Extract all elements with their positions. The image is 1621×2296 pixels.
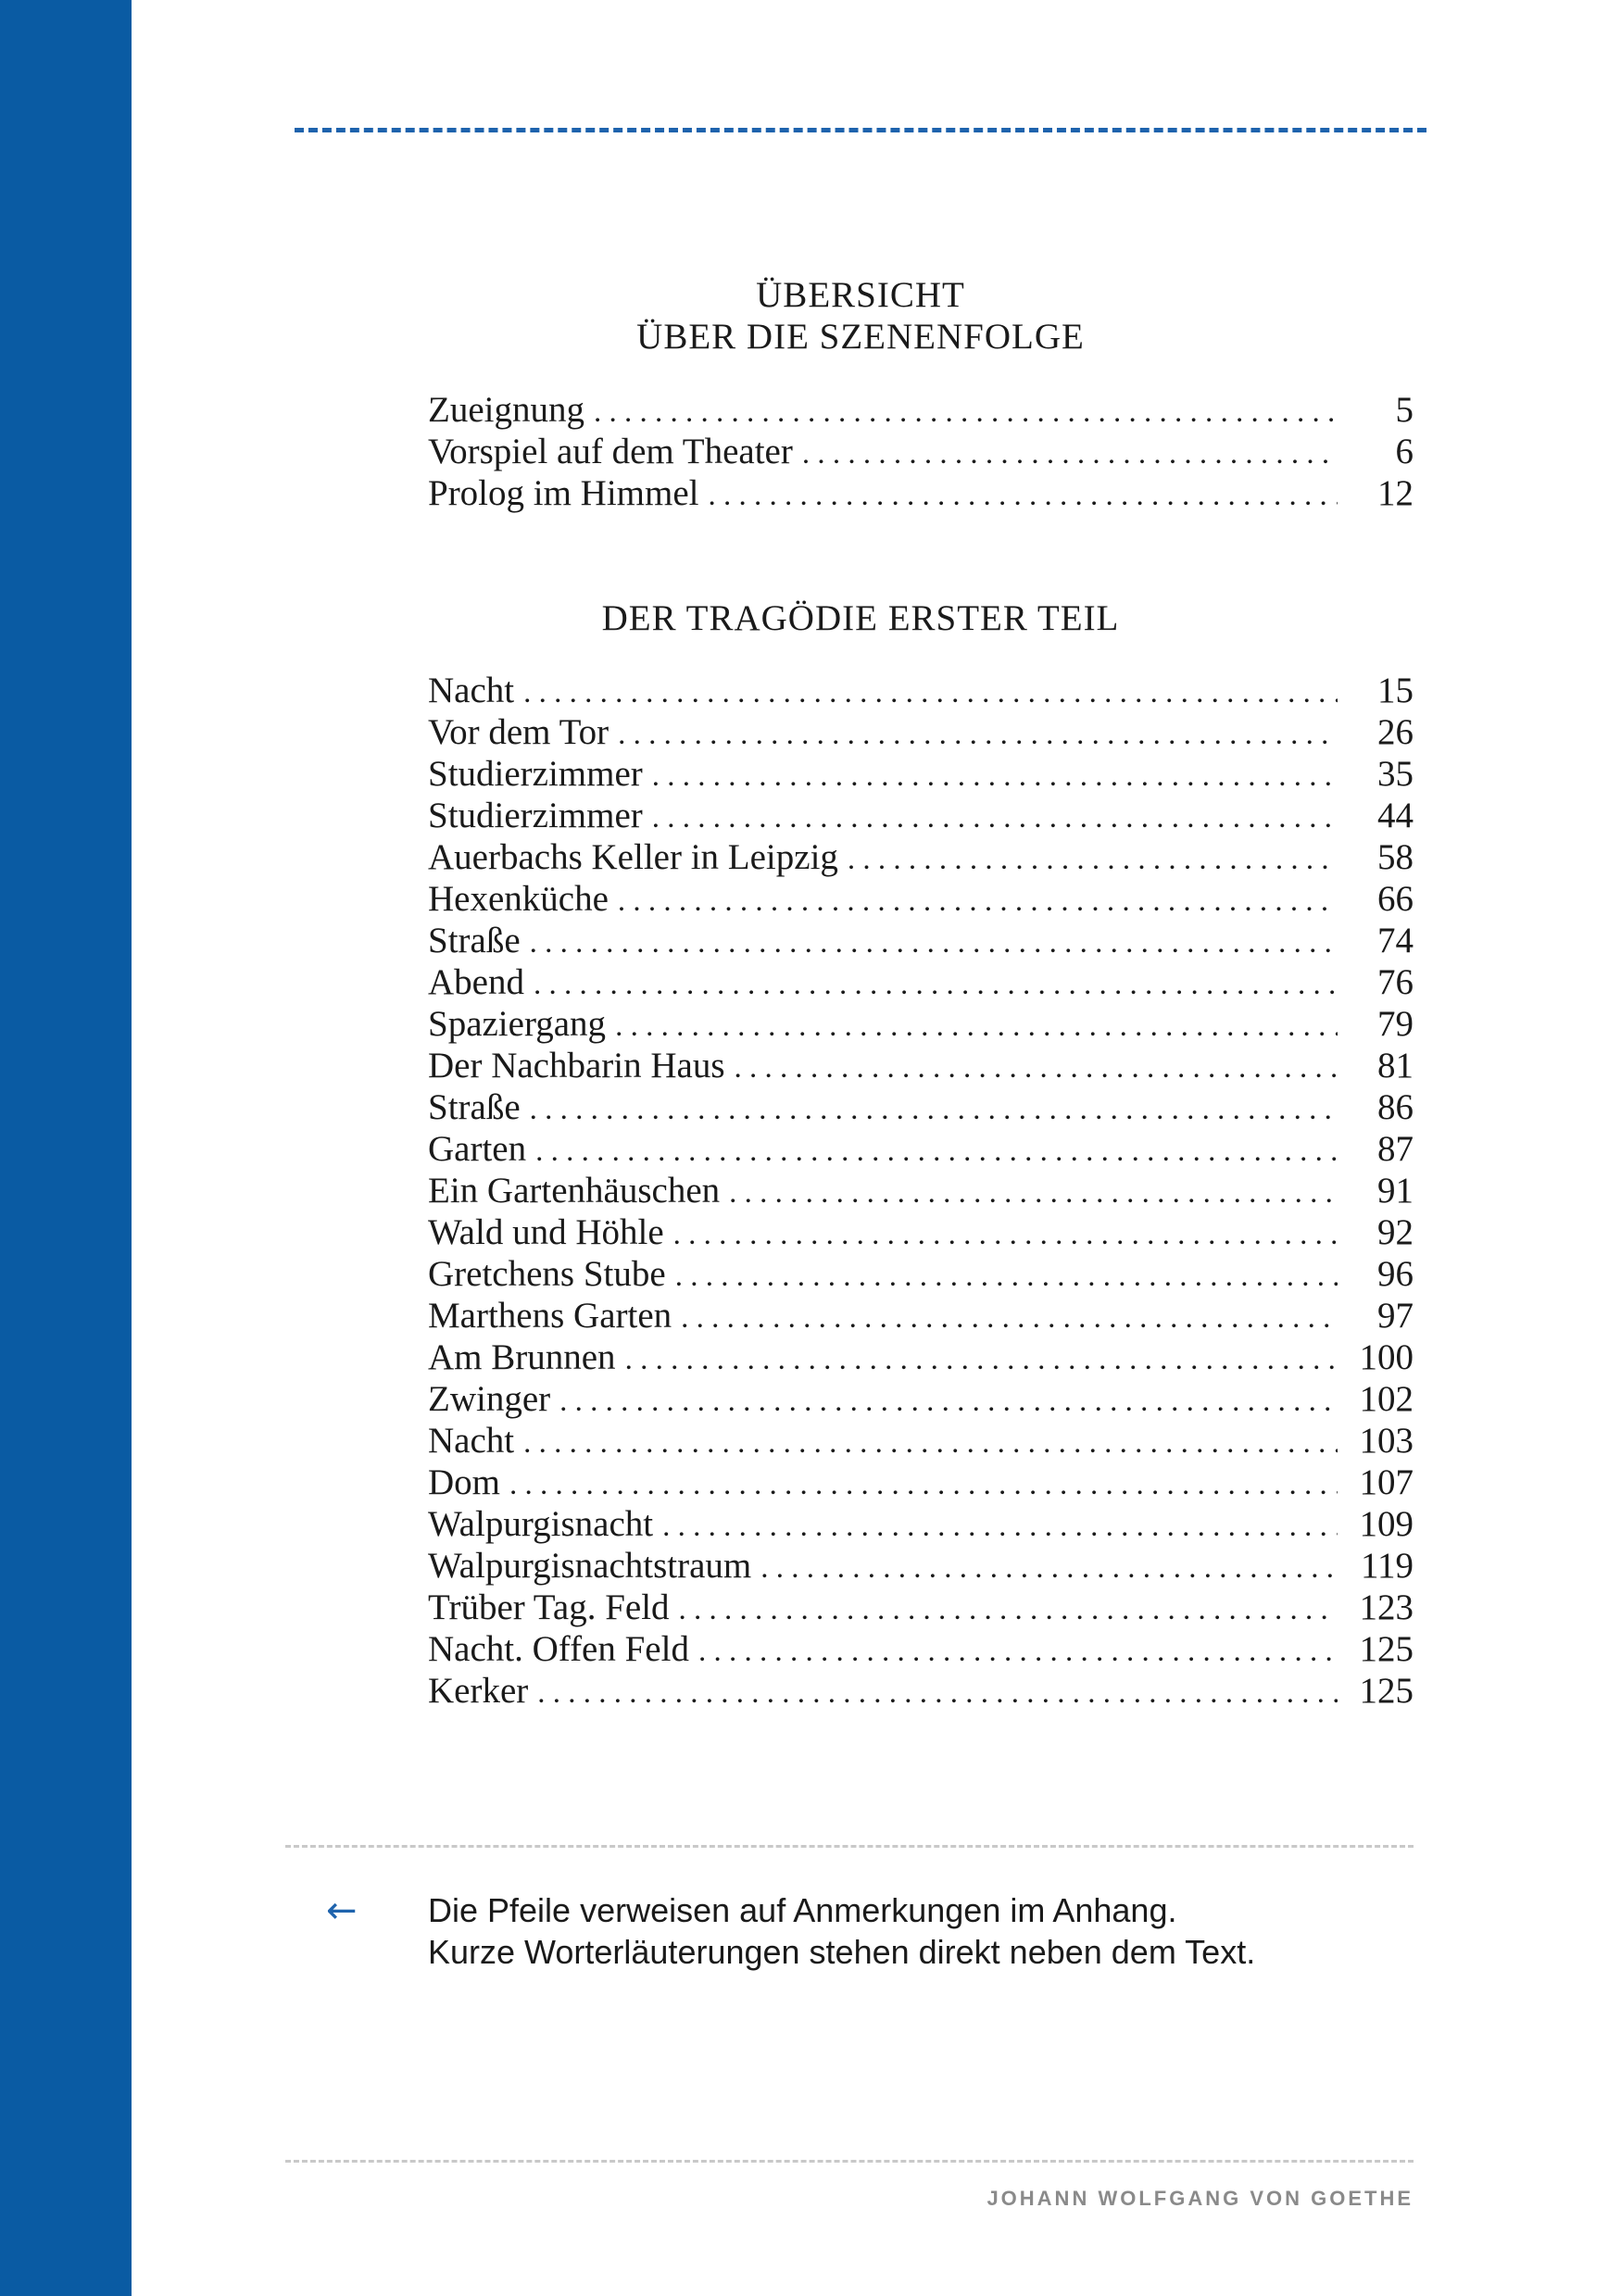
toc-entry <box>428 1253 1414 1295</box>
toc-entry <box>428 795 1414 836</box>
entry-title: Zueignung <box>428 390 584 430</box>
entry-title: Gretchens Stube <box>428 1254 666 1294</box>
author-name: JOHANN WOLFGANG VON GOETHE <box>986 2187 1414 2210</box>
entry-title: Straße <box>428 1087 521 1127</box>
entry-page-number: 5 <box>1395 390 1414 430</box>
dot-leader <box>729 1173 1338 1214</box>
entry-title: Studierzimmer <box>428 796 643 835</box>
entry-page-number: 12 <box>1377 473 1414 513</box>
dot-leader <box>594 392 1338 433</box>
blue-sidebar <box>0 0 132 2296</box>
entry-page-number: 119 <box>1360 1546 1414 1586</box>
entry-page-number: 125 <box>1359 1671 1414 1711</box>
toc-entry <box>428 1628 1414 1670</box>
dot-leader <box>652 797 1338 839</box>
toc-entry <box>428 389 1414 431</box>
dot-leader <box>530 1089 1338 1131</box>
entry-page-number: 102 <box>1359 1379 1414 1419</box>
dot-leader <box>673 1214 1338 1256</box>
entry-page-number: 109 <box>1359 1504 1414 1544</box>
entry-page-number: 58 <box>1377 837 1414 877</box>
entry-page-number: 125 <box>1359 1629 1414 1669</box>
toc-entry <box>428 1003 1414 1045</box>
toc-entry <box>428 1336 1414 1378</box>
toc-entry <box>428 1420 1414 1462</box>
divider-lower <box>285 2160 1414 2163</box>
footnote-line-1: Die Pfeile verweisen auf Anmerkungen im Anhang. <box>428 1891 1177 1929</box>
intro-contents-list <box>428 389 1414 514</box>
toc-entry <box>428 431 1414 472</box>
footnote-line-2: Kurze Worterläuterungen stehen direkt neben dem Text. <box>428 1933 1256 1971</box>
dot-leader <box>802 433 1338 475</box>
dot-leader <box>709 475 1338 517</box>
entry-page-number: 6 <box>1395 432 1414 471</box>
entry-page-number: 86 <box>1377 1087 1414 1127</box>
entry-title: Vorspiel auf dem Theater <box>428 432 793 471</box>
entry-page-number: 44 <box>1377 796 1414 835</box>
entry-page-number: 79 <box>1377 1004 1414 1044</box>
dot-leader <box>681 1298 1338 1339</box>
dot-leader <box>698 1631 1338 1673</box>
entry-page-number: 123 <box>1359 1587 1414 1627</box>
dot-leader <box>760 1548 1338 1589</box>
toc-entry <box>428 1045 1414 1086</box>
dot-leader <box>615 1006 1338 1048</box>
dot-leader <box>848 839 1338 881</box>
dot-leader <box>675 1256 1338 1298</box>
dot-leader <box>625 1339 1338 1381</box>
toc-entry <box>428 1295 1414 1336</box>
entry-title: Nacht. Offen Feld <box>428 1629 689 1669</box>
entry-page-number: 15 <box>1377 671 1414 710</box>
entry-title: Prolog im Himmel <box>428 473 699 513</box>
entry-title: Hexenküche <box>428 879 609 919</box>
toc-entry <box>428 1462 1414 1503</box>
dot-leader <box>735 1048 1338 1089</box>
top-dashed-rule <box>295 128 1426 132</box>
entry-page-number: 81 <box>1377 1046 1414 1085</box>
dot-leader <box>509 1464 1338 1506</box>
entry-title: Nacht <box>428 1421 515 1461</box>
toc-entry <box>428 1587 1414 1628</box>
entry-title: Walpurgisnachtstraum <box>428 1546 752 1586</box>
entry-title: Trüber Tag. Feld <box>428 1587 670 1627</box>
dot-leader <box>523 672 1338 714</box>
entry-page-number: 26 <box>1377 712 1414 752</box>
entry-title: Garten <box>428 1129 527 1169</box>
part-one-contents-list <box>428 670 1414 1712</box>
entry-title: Abend <box>428 962 524 1002</box>
entry-page-number: 103 <box>1359 1421 1414 1461</box>
footnote <box>428 1889 1414 1973</box>
entry-title: Walpurgisnacht <box>428 1504 654 1544</box>
entry-title: Zwinger <box>428 1379 551 1419</box>
entry-page-number: 107 <box>1359 1462 1414 1502</box>
entry-title: Kerker <box>428 1671 529 1711</box>
dot-leader <box>662 1506 1338 1548</box>
toc-entry <box>428 961 1414 1003</box>
dot-leader <box>535 1131 1338 1173</box>
entry-page-number: 96 <box>1377 1254 1414 1294</box>
toc-entry <box>428 1503 1414 1545</box>
entry-title: Straße <box>428 921 521 960</box>
entry-page-number: 87 <box>1377 1129 1414 1169</box>
entry-title: Ein Gartenhäuschen <box>428 1171 721 1211</box>
entry-title: Vor dem Tor <box>428 712 609 752</box>
arrow-left-icon: ← <box>326 1889 358 1932</box>
toc-entry <box>428 1128 1414 1170</box>
entry-page-number: 92 <box>1377 1212 1414 1252</box>
entry-page-number: 74 <box>1377 921 1414 960</box>
toc-entry <box>428 472 1414 514</box>
toc-entry <box>428 1545 1414 1587</box>
entry-title: Nacht <box>428 671 515 710</box>
entry-page-number: 76 <box>1377 962 1414 1002</box>
toc-entry <box>428 1086 1414 1128</box>
divider-upper <box>285 1845 1414 1848</box>
toc-entry <box>428 1170 1414 1211</box>
dot-leader <box>523 1423 1338 1464</box>
entry-page-number: 91 <box>1377 1171 1414 1211</box>
dot-leader <box>679 1589 1338 1631</box>
entry-title: Studierzimmer <box>428 754 643 794</box>
entry-page-number: 100 <box>1359 1337 1414 1377</box>
part-heading: DER TRAGÖDIE ERSTER TEIL <box>601 598 1120 638</box>
entry-title: Dom <box>428 1462 500 1502</box>
entry-page-number: 66 <box>1377 879 1414 919</box>
entry-page-number: 97 <box>1377 1296 1414 1336</box>
entry-title: Marthens Garten <box>428 1296 672 1336</box>
toc-entry <box>428 670 1414 711</box>
dot-leader <box>534 964 1338 1006</box>
entry-page-number: 35 <box>1377 754 1414 794</box>
toc-entry <box>428 1211 1414 1253</box>
entry-title: Der Nachbarin Haus <box>428 1046 725 1085</box>
entry-title: Wald und Höhle <box>428 1212 664 1252</box>
dot-leader <box>537 1673 1338 1714</box>
toc-entry <box>428 1670 1414 1712</box>
toc-entry <box>428 753 1414 795</box>
toc-entry <box>428 878 1414 920</box>
toc-entry <box>428 920 1414 961</box>
toc-entry <box>428 836 1414 878</box>
dot-leader <box>618 881 1338 922</box>
dot-leader <box>530 922 1338 964</box>
page-title <box>295 274 1426 358</box>
entry-title: Auerbachs Keller in Leipzig <box>428 837 838 877</box>
entry-title: Spaziergang <box>428 1004 607 1044</box>
title-line-1: ÜBERSICHT <box>756 275 965 315</box>
toc-entry <box>428 1378 1414 1420</box>
toc-entry <box>428 711 1414 753</box>
entry-title: Am Brunnen <box>428 1337 616 1377</box>
title-line-2: ÜBER DIE SZENENFOLGE <box>636 317 1085 357</box>
dot-leader <box>652 756 1338 797</box>
dot-leader <box>618 714 1338 756</box>
dot-leader <box>559 1381 1338 1423</box>
